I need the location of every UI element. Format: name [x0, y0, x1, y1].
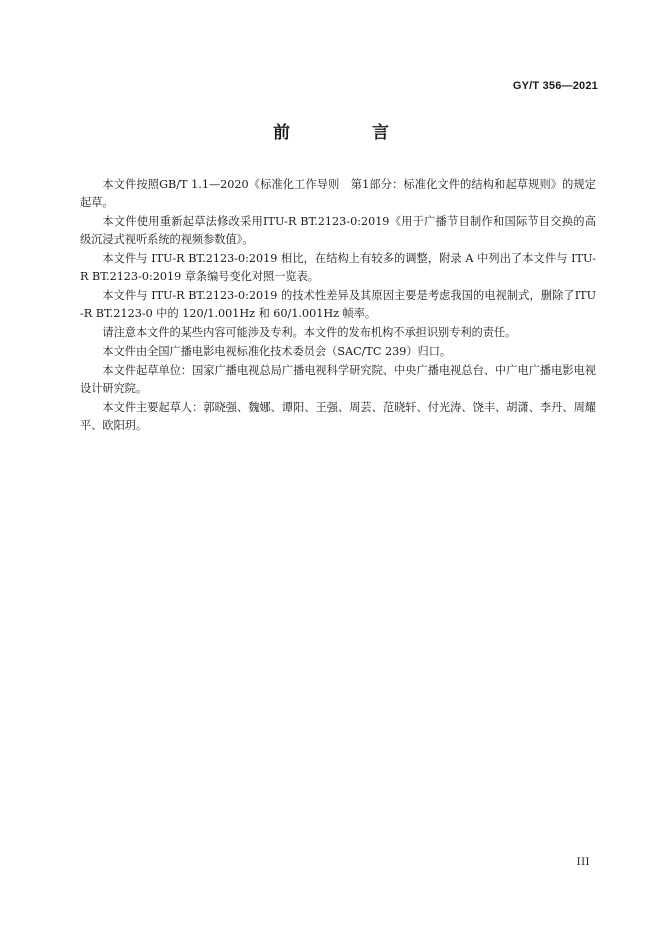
paragraph-drafting-rules: 本文件按照GB/T 1.1—2020《标准化工作导则 第1部分：标准化文件的结构和起草规则》的规定起草。 — [80, 178, 596, 209]
foreword-body — [80, 176, 596, 436]
paragraph-committee: 本文件由全国广播电影电视标准化技术委员会（SAC/TC 239）归口。 — [102, 345, 452, 358]
paragraph-drafters: 本文件主要起草人：郭晓强、魏娜、谭阳、王强、周芸、范晓轩、付光涛、饶丰、胡潇、李丹、周耀平、欧阳玥。 — [80, 401, 596, 432]
paragraph-technical-differences: 本文件与 ITU-R BT.2123-0:2019 的技术性差异及其原因主要是考虑我国的电视制式，删除了ITU-R BT.2123-0 中的 120/1.001Hz 和 60/1.001Hz 帧率。 — [80, 289, 596, 320]
paragraph-patent-notice: 请注意本文件的某些内容可能涉及专利。本文件的发布机构不承担识别专利的责任。 — [102, 326, 517, 339]
document-number: GY/T 356—2021 — [512, 80, 598, 92]
paragraph-drafting-units: 本文件起草单位：国家广播电视总局广播电视科学研究院、中央广播电视总台、中广电广播电影电视设计研究院。 — [80, 364, 596, 395]
page-title: 前 言 — [273, 123, 427, 143]
page-number: III — [576, 857, 590, 868]
paragraph-structure-changes: 本文件与 ITU-R BT.2123-0:2019 相比，在结构上有较多的调整，附录 A 中列出了本文件与 ITU-R BT.2123-0:2019 章条编号变化对照一览表。 — [80, 252, 596, 283]
paragraph-adoption-method: 本文件使用重新起草法修改采用ITU-R BT.2123-0:2019《用于广播节目制作和国际节目交换的高级沉浸式视听系统的视频参数值》。 — [80, 215, 596, 246]
